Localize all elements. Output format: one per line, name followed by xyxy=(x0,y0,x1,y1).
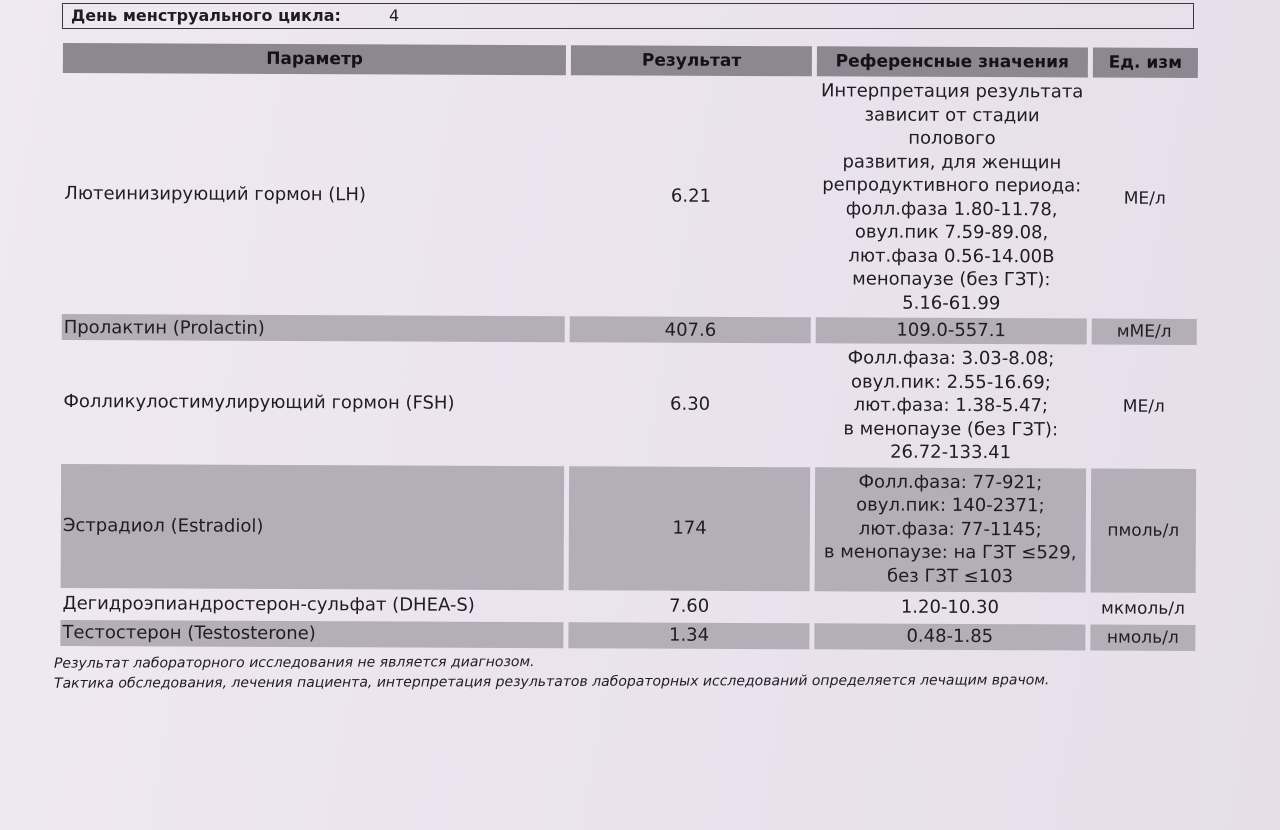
reference-line: 1.20-10.30 xyxy=(900,596,1000,618)
table-row xyxy=(60,620,1195,651)
disclaimer-line-2: Тактика обследования, лечения пациента, интерпретация результатов лабораторных исследований определяется лечащим врачом. xyxy=(54,672,1050,692)
cycle-day-box xyxy=(62,3,1194,29)
header-reference: Референсные значения xyxy=(817,46,1088,77)
reference-line: 0.48-1.85 xyxy=(906,625,994,647)
cell-result: 407.6 xyxy=(570,316,811,343)
cell-parameter: Фолликулостимулирующий гормон (FSH) xyxy=(63,391,455,414)
cell-result: 6.21 xyxy=(670,185,712,207)
results-table xyxy=(55,40,1203,653)
reference-line: Фолл.фаза: 77-921; xyxy=(858,471,1043,494)
cell-parameter: Эстрадиол (Estradiol) xyxy=(61,464,565,590)
disclaimer xyxy=(54,650,1049,693)
cell-unit: МЕ/л xyxy=(1123,188,1166,209)
cell-reference xyxy=(814,594,1085,621)
cell-unit: пмоль/л xyxy=(1090,468,1196,592)
cell-result: 6.30 xyxy=(669,393,711,416)
disclaimer-line-1: Результат лабораторного исследования не является диагнозом. xyxy=(53,654,535,672)
reference-line: 109.0-557.1 xyxy=(896,319,1006,342)
header-result: Результат xyxy=(571,45,812,76)
cell-reference xyxy=(816,79,1088,315)
cell-parameter: Дегидроэпиандростерон-сульфат (DHEA-S) xyxy=(62,593,475,616)
reference-line: в менопаузе (без ГЗТ): xyxy=(843,417,1059,440)
reference-line: менопаузе (без ГЗТ): xyxy=(852,268,1051,291)
reference-line: развития, для женщин xyxy=(842,150,1062,173)
cell-parameter: Пролактин (Prolactin) xyxy=(62,314,565,342)
reference-line: лют.фаза 0.56-14.00В xyxy=(848,244,1055,267)
reference-line: репродуктивного периода: xyxy=(822,174,1082,197)
cell-reference xyxy=(815,346,1086,465)
cell-result: 7.60 xyxy=(669,595,710,617)
cell-unit: МЕ/л xyxy=(1122,396,1165,417)
reference-line: фолл.фаза 1.80-11.78, xyxy=(845,197,1058,220)
header-parameter: Параметр xyxy=(63,43,567,75)
reference-line: Фолл.фаза: 3.03-8.08; xyxy=(847,347,1055,370)
reference-line: 26.72-133.41 xyxy=(890,441,1012,464)
reference-line: лют.фаза: 77-1145; xyxy=(858,518,1042,541)
table-row xyxy=(62,314,1197,345)
header-unit: Ед. изм xyxy=(1093,48,1198,78)
cell-unit: мкмоль/л xyxy=(1101,598,1185,619)
reference-line: без ГЗТ ≤103 xyxy=(886,565,1014,587)
cycle-day-value: 4 xyxy=(389,6,400,25)
table-row xyxy=(61,464,1197,593)
reference-line: в менопаузе: на ГЗТ ≤529, xyxy=(823,541,1077,564)
table-header-row xyxy=(63,43,1198,78)
cell-result: 1.34 xyxy=(569,622,810,649)
cell-reference xyxy=(814,623,1085,650)
reference-line: зависит от стадии полового xyxy=(864,104,1040,150)
results-body xyxy=(60,76,1197,650)
cell-result: 174 xyxy=(569,466,810,591)
reference-line: 5.16-61.99 xyxy=(902,292,1001,314)
cell-reference xyxy=(815,467,1086,592)
table-row xyxy=(62,76,1198,316)
cell-parameter: Лютеинизирующий гормон (LH) xyxy=(64,183,366,206)
cell-parameter: Тестостерон (Testosterone) xyxy=(60,620,563,648)
reference-line: овул.пик: 2.55-16.69; xyxy=(850,370,1051,393)
cycle-day-label: День менструального цикла: xyxy=(71,6,341,25)
reference-line: овул.пик 7.59-89.08, xyxy=(854,221,1049,244)
reference-line: овул.пик: 140-2371; xyxy=(856,494,1045,517)
cell-unit: мМЕ/л xyxy=(1092,319,1197,345)
table-row xyxy=(60,591,1195,622)
table-row xyxy=(61,343,1197,465)
reference-line: Интерпретация результата xyxy=(820,80,1084,103)
reference-line: лют.фаза: 1.38-5.47; xyxy=(853,394,1049,417)
cell-unit: нмоль/л xyxy=(1090,624,1195,650)
cell-reference xyxy=(816,317,1087,344)
